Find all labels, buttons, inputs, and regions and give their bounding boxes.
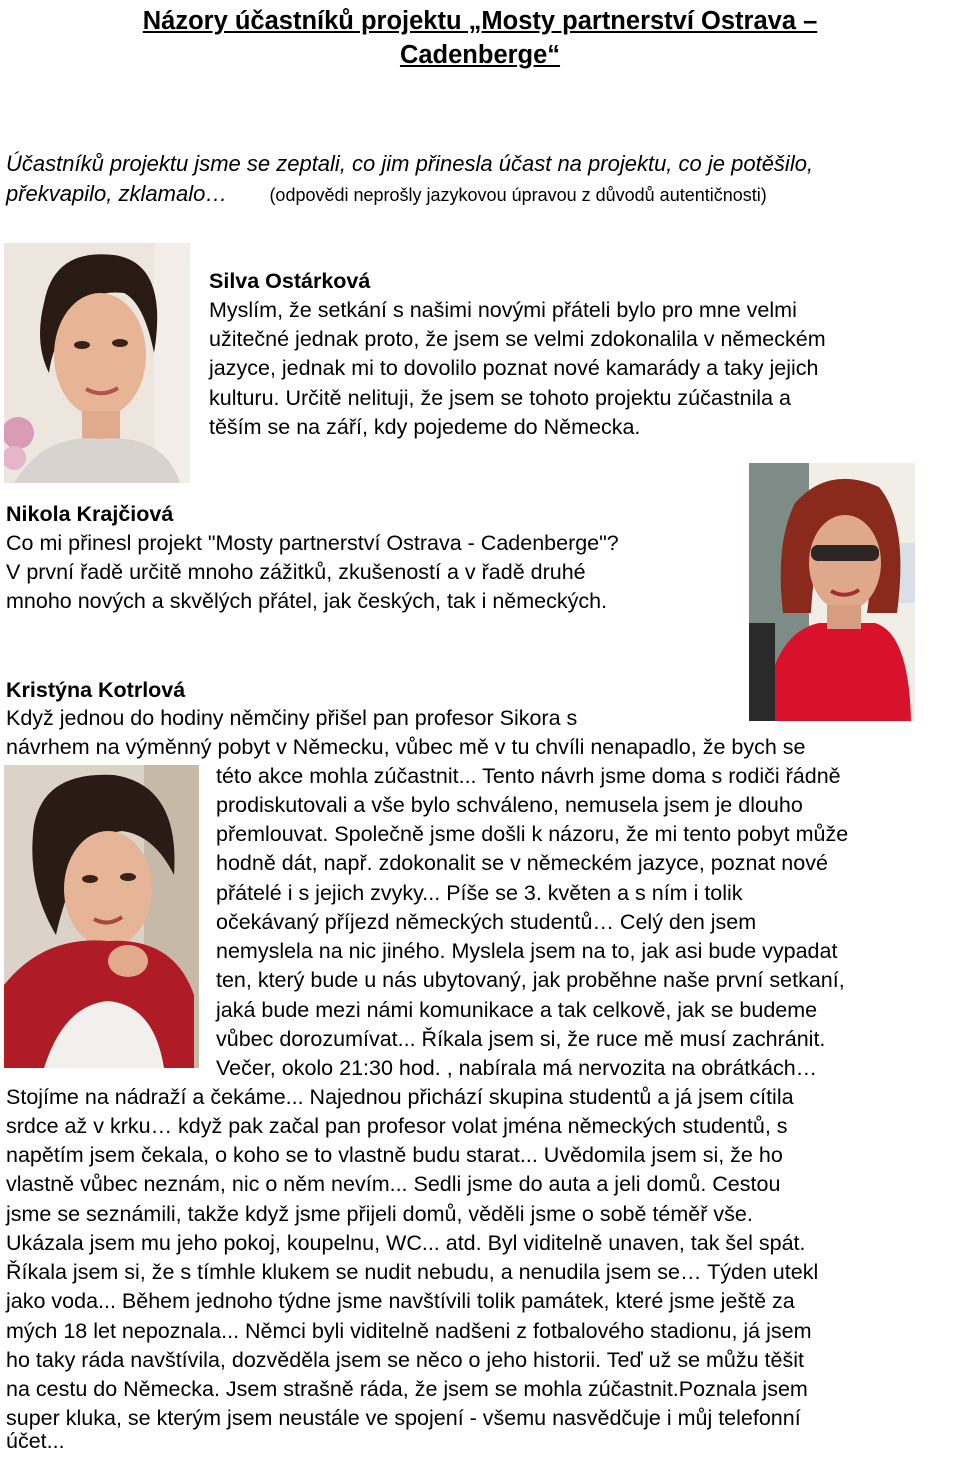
kristyna-top-line-2: návrhem na výměnný pobyt v Německu, vůbec mě v tu chvíli nenapadlo, že bych se — [6, 735, 806, 759]
nikola-line-2: V první řadě určitě mnoho zážitků, zkušeností a v řadě druhé — [6, 560, 586, 584]
silva-line-3: jazyce, jednak mi to dovolilo poznat nové kamarády a taky jejich — [209, 356, 819, 380]
kristyna-full-line-7: Říkala jsem si, že s tímhle klukem se nudit nebudu, a nenudila jsem se… Týden utekl — [6, 1260, 819, 1284]
kristyna-full-line-9: mých 18 let nepoznala... Němci byli viditelně nadšeni z fotbalového stadionu, já jsem — [6, 1319, 812, 1343]
silva-line-1: Myslím, že setkání s našimi novými přáteli bylo pro mne velmi — [209, 298, 797, 322]
kristyna-full-line-11: na cestu do Německa. Jsem strašně ráda, že jsem se mohla zúčastnit.Poznala jsem — [6, 1377, 808, 1401]
kristyna-wrap-line-10: vůbec dorozumívat... Říkala jsem si, že ruce mě musí zachránit. — [216, 1027, 826, 1051]
photo-kristyna-kotrlova — [4, 765, 199, 1068]
intro-line-1: Účastníků projektu jsme se zeptali, co jim přinesla účast na projektu, co je potěšilo, — [6, 151, 814, 176]
kristyna-full-line-4: vlastně vůbec neznám, nic o něm nevím... Sedli jsme do auta a jeli domů. Cestou — [6, 1172, 781, 1196]
kristyna-top-line-1: Když jednou do hodiny němčiny přišel pan profesor Sikora s — [6, 706, 578, 730]
kristyna-full-line-10: ho taky ráda navštívila, dozvěděla jsem se něco o jeho historii. Teď už se můžu těšit — [6, 1348, 804, 1372]
kristyna-full-line-2: srdce až v krku… když pak začal pan profesor volat jména německých studentů, s — [6, 1114, 788, 1138]
kristyna-wrap-line-1: této akce mohla zúčastnit... Tento návrh jsme doma s rodiči řádně — [216, 764, 841, 788]
kristyna-wrap-line-4: hodně dát, např. zdokonalit se v německém jazyce, poznat nové — [216, 851, 828, 875]
page-title — [0, 4, 960, 72]
page-title-line-2: Cadenberge“ — [399, 41, 561, 69]
silva-line-5: těším se na září, kdy pojedeme do Německa. — [209, 415, 641, 439]
silva-name: Silva Ostárková — [209, 269, 371, 293]
intro-line-2 — [6, 180, 767, 209]
kristyna-wrap-line-5: přátelé i s jejich zvyky... Píše se 3. květen a s ním i tolik — [216, 881, 743, 905]
kristyna-wrap-line-9: jaká bude mezi námi komunikace a tak celkově, jak se budeme — [216, 998, 818, 1022]
nikola-line-3: mnoho nových a skvělých přátel, jak českých, tak i německých. — [6, 589, 608, 613]
silva-line-4: kulturu. Určitě nelituji, že jsem se tohoto projektu zúčastnila a — [209, 386, 791, 410]
kristyna-wrap-line-6: očekávaný příjezd německých studentů… Celý den jsem — [216, 910, 757, 934]
silva-line-2: užitečné jednak proto, že jsem se velmi zdokonalila v německém — [209, 327, 826, 351]
kristyna-full-line-5: jsme se seznámili, takže když jsme přijeli domů, věděli jsme o sobě téměř vše. — [6, 1202, 753, 1226]
kristyna-name: Kristýna Kotrlová — [6, 678, 186, 702]
kristyna-wrap-line-3: přemlouvat. Společně jsme došli k názoru, že mi tento pobyt může — [216, 822, 849, 846]
photo-nikola-krajciova — [749, 463, 915, 721]
intro-italic: překvapilo, zklamalo… — [6, 181, 228, 206]
photo-silva-ostarkova — [4, 243, 190, 483]
kristyna-full-line-6: Ukázala jsem mu jeho pokoj, koupelnu, WC... atd. Byl viditelně unaven, tak šel spát. — [6, 1231, 806, 1255]
kristyna-full-line-12: super kluka, se kterým jsem neustále ve spojení - všemu nasvědčuje i můj telefonní — [6, 1406, 801, 1430]
kristyna-wrap-line-7: nemyslela na nic jiného. Myslela jsem na to, jak asi bude vypadat — [216, 939, 838, 963]
kristyna-wrap-line-2: prodiskutovali a vše bylo schváleno, nemusela jsem je dlouho — [216, 793, 803, 817]
nikola-name: Nikola Krajčiová — [6, 502, 174, 526]
kristyna-wrap-line-8: ten, který bude u nás ubytovaný, jak proběhne naše první setkaní, — [216, 968, 845, 992]
page-title-line-1: Názory účastníků projektu „Mosty partnerství Ostrava – — [142, 7, 818, 35]
kristyna-full-line-3: napětím jsem čekala, o koho se to vlastně budu starat... Uvědomila jsem si, že ho — [6, 1143, 783, 1167]
kristyna-wrap-line-11: Večer, okolo 21:30 hod. , nabírala má nervozita na obrátkách… — [216, 1056, 818, 1080]
nikola-line-1: Co mi přinesl projekt "Mosty partnerství Ostrava - Cadenberge"? — [6, 531, 619, 555]
kristyna-full-line-8: jako voda... Během jednoho týdne jsme navštívili tolik památek, které jsme ještě za — [6, 1289, 795, 1313]
kristyna-full-line-1: Stojíme na nádraží a čekáme... Najednou přichází skupina studentů a já jsem cítila — [6, 1085, 794, 1109]
kristyna-full-line-13: účet... — [6, 1429, 65, 1453]
intro-note: (odpovědi neprošly jazykovou úpravou z důvodů autentičnosti) — [269, 185, 767, 205]
